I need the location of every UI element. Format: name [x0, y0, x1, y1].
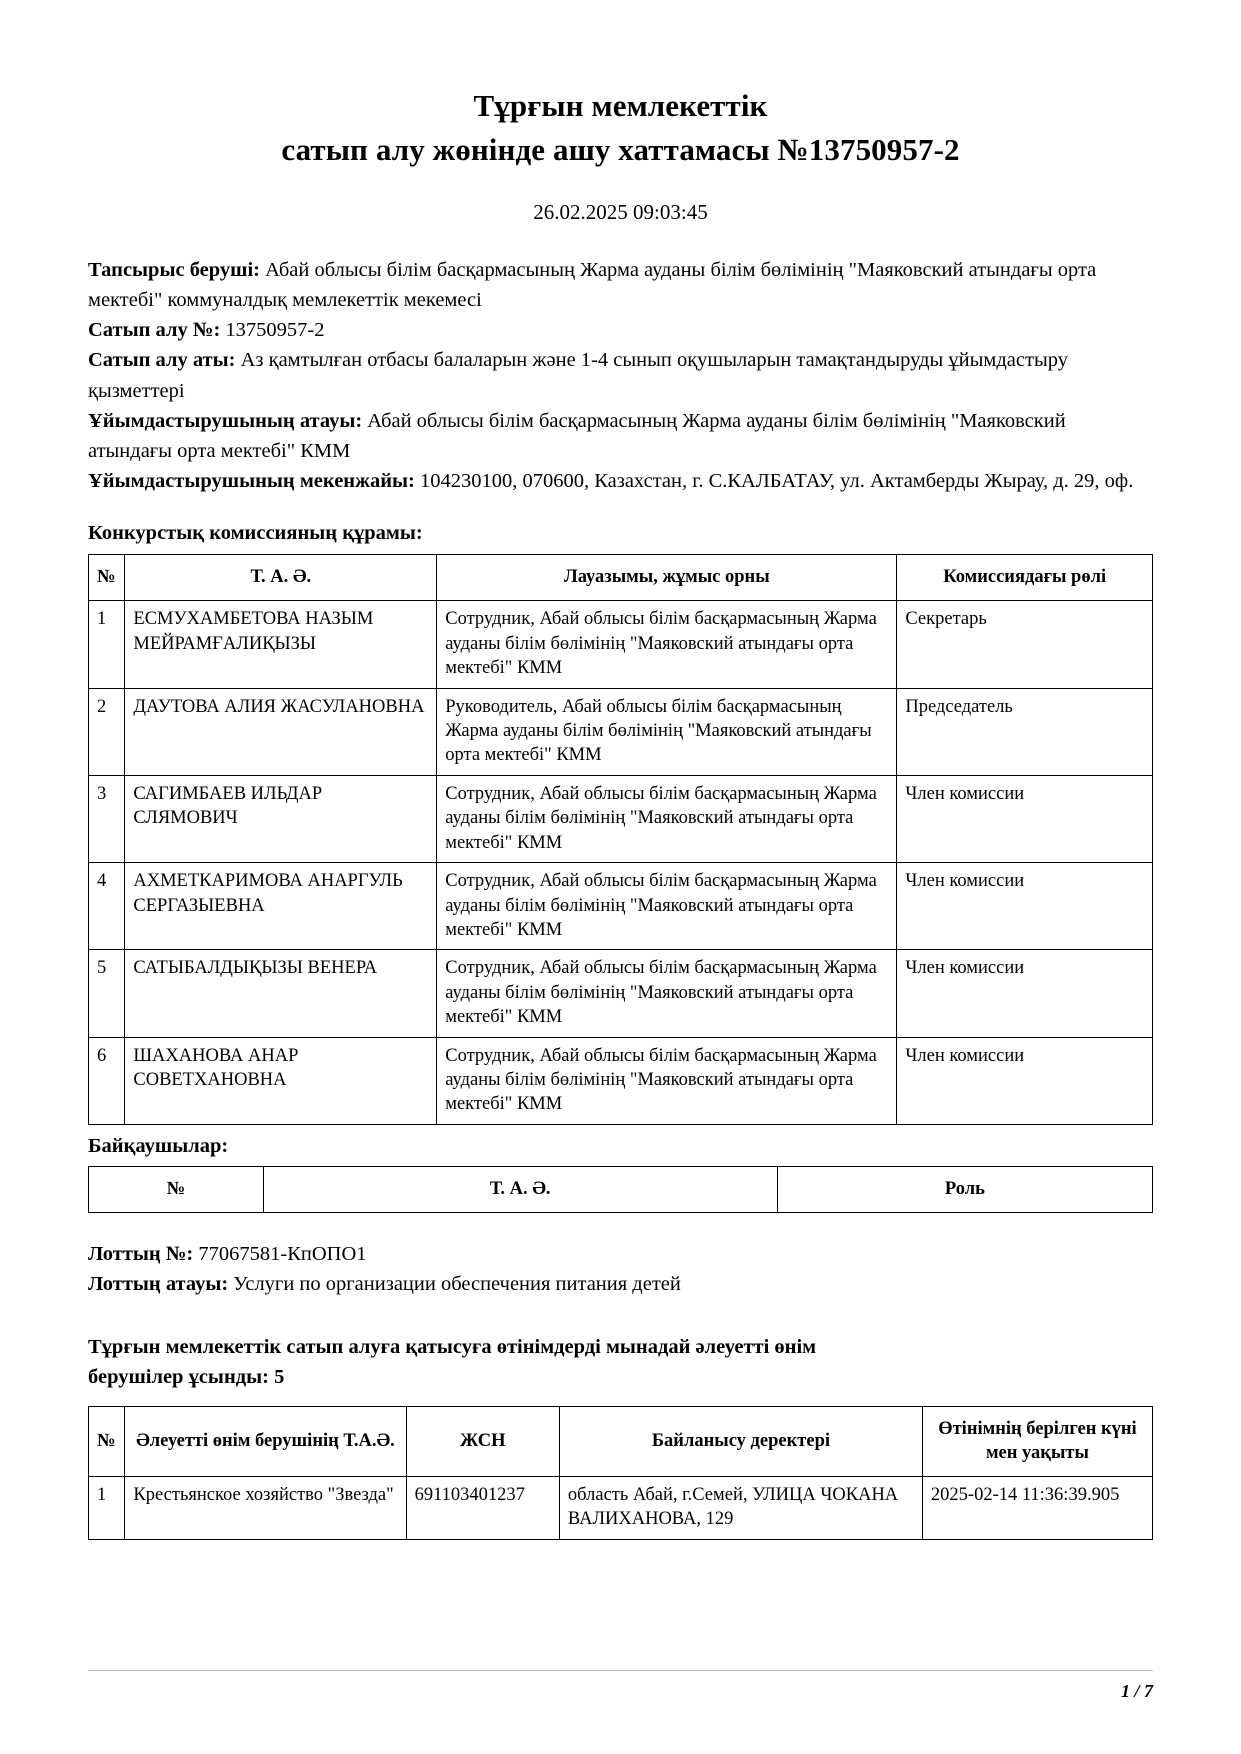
cell-position: Руководитель, Абай облысы білім басқармасының Жарма ауданы білім бөлімінің "Маяковский атындағы орта мектебі" КММ — [437, 688, 897, 775]
cell-num: 4 — [89, 863, 125, 950]
cell-num: 1 — [89, 601, 125, 688]
cell-role: Член комиссии — [897, 1037, 1153, 1124]
cell-submitted: 2025-02-14 11:36:39.905 — [922, 1476, 1152, 1539]
applications-heading-line-1: Тұрғын мемлекеттік сатып алуға қатысуға өтінімдерді мынадай әлеуетті өнім — [88, 1336, 817, 1359]
purchase-name-line — [88, 345, 1153, 405]
applications-heading-line-2: берушілер ұсынды: 5 — [88, 1365, 285, 1388]
cell-name: ЕСМУХАМБЕТОВА НАЗЫМ МЕЙРАМҒАЛИҚЫЗЫ — [125, 601, 437, 688]
table-row — [89, 601, 1153, 688]
column-header-supplier: Әлеуетті өнім берушінің Т.А.Ә. — [125, 1406, 406, 1476]
lot-number-label: Лоттың №: — [88, 1243, 194, 1266]
title-line-1: Тұрғын мемлекеттік — [473, 88, 768, 123]
cell-supplier: Крестьянское хозяйство "Звезда" — [125, 1476, 406, 1539]
lot-info-block — [88, 1239, 1153, 1299]
cell-role: Член комиссии — [897, 775, 1153, 862]
commission-table-body — [89, 601, 1153, 1124]
cell-iin: 691103401237 — [406, 1476, 559, 1539]
cell-position: Сотрудник, Абай облысы білім басқармасының Жарма ауданы білім бөлімінің "Маяковский атындағы орта мектебі" КММ — [437, 1037, 897, 1124]
suppliers-table-body — [89, 1476, 1153, 1539]
table-row — [89, 950, 1153, 1037]
cell-role: Секретарь — [897, 601, 1153, 688]
column-header-submitted: Өтінімнің берілген күні мен уақыты — [922, 1406, 1152, 1476]
cell-role: Член комиссии — [897, 950, 1153, 1037]
organizer-name-label: Ұйымдастырушының атауы: — [88, 409, 363, 432]
column-header-num: № — [89, 1166, 264, 1212]
cell-name: АХМЕТКАРИМОВА АНАРГУЛЬ СЕРГАЗЫЕВНА — [125, 863, 437, 950]
column-header-name: Т. А. Ә. — [263, 1166, 777, 1212]
column-header-iin: ЖСН — [406, 1406, 559, 1476]
cell-name: ДАУТОВА АЛИЯ ЖАСУЛАНОВНА — [125, 688, 437, 775]
lot-number-value: 77067581-КпОПО1 — [198, 1243, 367, 1266]
cell-position: Сотрудник, Абай облысы білім басқармасының Жарма ауданы білім бөлімінің "Маяковский атындағы орта мектебі" КММ — [437, 863, 897, 950]
table-row — [89, 1037, 1153, 1124]
cell-name: САГИМБАЕВ ИЛЬДАР СЛЯМОВИЧ — [125, 775, 437, 862]
observers-heading: Байқаушылар: — [88, 1134, 229, 1157]
purchase-name-label: Сатып алу аты: — [88, 349, 236, 372]
applications-heading — [88, 1333, 1153, 1391]
table-row — [89, 688, 1153, 775]
lot-name-value: Услуги по организации обеспечения питания детей — [233, 1273, 681, 1296]
table-row — [89, 863, 1153, 950]
organizer-address-line — [88, 466, 1153, 496]
organizer-address-label: Ұйымдастырушының мекенжайы: — [88, 469, 415, 492]
page-title — [88, 84, 1153, 172]
cell-position: Сотрудник, Абай облысы білім басқармасының Жарма ауданы білім бөлімінің "Маяковский атындағы орта мектебі" КММ — [437, 950, 897, 1037]
suppliers-table — [88, 1406, 1153, 1540]
commission-table — [88, 554, 1153, 1125]
bottom-spacer — [88, 1540, 1153, 1558]
table-header-row — [89, 1166, 1153, 1212]
organizer-name-line — [88, 406, 1153, 466]
cell-role: Член комиссии — [897, 863, 1153, 950]
lot-name-line — [88, 1269, 1153, 1299]
lot-number-line — [88, 1239, 1153, 1269]
title-line-2: сатып алу жөнінде ашу хаттамасы №13750957-2 — [281, 132, 960, 168]
cell-position: Сотрудник, Абай облысы білім басқармасының Жарма ауданы білім бөлімінің "Маяковский атындағы орта мектебі" КММ — [437, 775, 897, 862]
cell-num: 2 — [89, 688, 125, 775]
page-indicator: 1 / 7 — [1120, 1681, 1153, 1701]
cell-contact: область Абай, г.Семей, УЛИЦА ЧОКАНА ВАЛИХАНОВА, 129 — [559, 1476, 922, 1539]
organizer-name-value: Абай облысы білім басқармасының Жарма ауданы білім бөлімінің "Маяковский атындағы орта мектебі" КММ — [88, 409, 1066, 462]
document-datetime: 26.02.2025 09:03:45 — [533, 200, 708, 225]
commission-heading: Конкурстық комиссияның құрамы: — [88, 522, 423, 545]
column-header-role: Роль — [777, 1166, 1152, 1212]
customer-line — [88, 255, 1153, 315]
customer-label: Тапсырыс беруші: — [88, 259, 260, 282]
cell-num: 3 — [89, 775, 125, 862]
table-row — [89, 1476, 1153, 1539]
purchase-number-label: Сатып алу №: — [88, 319, 221, 342]
table-row — [89, 775, 1153, 862]
page-footer — [88, 1670, 1153, 1702]
purchase-number-value: 13750957-2 — [225, 319, 325, 342]
column-header-contact: Байланысу деректері — [559, 1406, 922, 1476]
table-header-row — [89, 1406, 1153, 1476]
customer-value: Абай облысы білім басқармасының Жарма ауданы білім бөлімінің "Маяковский атындағы орта мектебі" коммуналдық мемлекеттік мекемесі — [88, 259, 1097, 312]
cell-position: Сотрудник, Абай облысы білім басқармасының Жарма ауданы білім бөлімінің "Маяковский атындағы орта мектебі" КММ — [437, 601, 897, 688]
cell-num: 1 — [89, 1476, 125, 1539]
column-header-num: № — [89, 555, 125, 601]
purchase-number-line — [88, 315, 1153, 345]
organizer-address-value: 104230100, 070600, Казахстан, г. С.КАЛБАТАУ, ул. Актамберды Жырау, д. 29, оф. — [419, 469, 1134, 492]
table-header-row — [89, 555, 1153, 601]
column-header-num: № — [89, 1406, 125, 1476]
observers-table — [88, 1166, 1153, 1213]
cell-num: 5 — [89, 950, 125, 1037]
cell-num: 6 — [89, 1037, 125, 1124]
cell-role: Председатель — [897, 688, 1153, 775]
column-header-position: Лауазымы, жұмыс орны — [437, 555, 897, 601]
cell-name: САТЫБАЛДЫҚЫЗЫ ВЕНЕРА — [125, 950, 437, 1037]
purchase-name-value: Аз қамтылған отбасы балаларын және 1-4 сынып оқушыларын тамақтандыруды ұйымдастыру қызметтері — [88, 349, 1068, 402]
cell-name: ШАХАНОВА АНАР СОВЕТХАНОВНА — [125, 1037, 437, 1124]
procurement-info-block — [88, 255, 1153, 496]
lot-name-label: Лоттың атауы: — [88, 1273, 229, 1296]
column-header-name: Т. А. Ә. — [125, 555, 437, 601]
column-header-role: Комиссиядағы рөлі — [897, 555, 1153, 601]
